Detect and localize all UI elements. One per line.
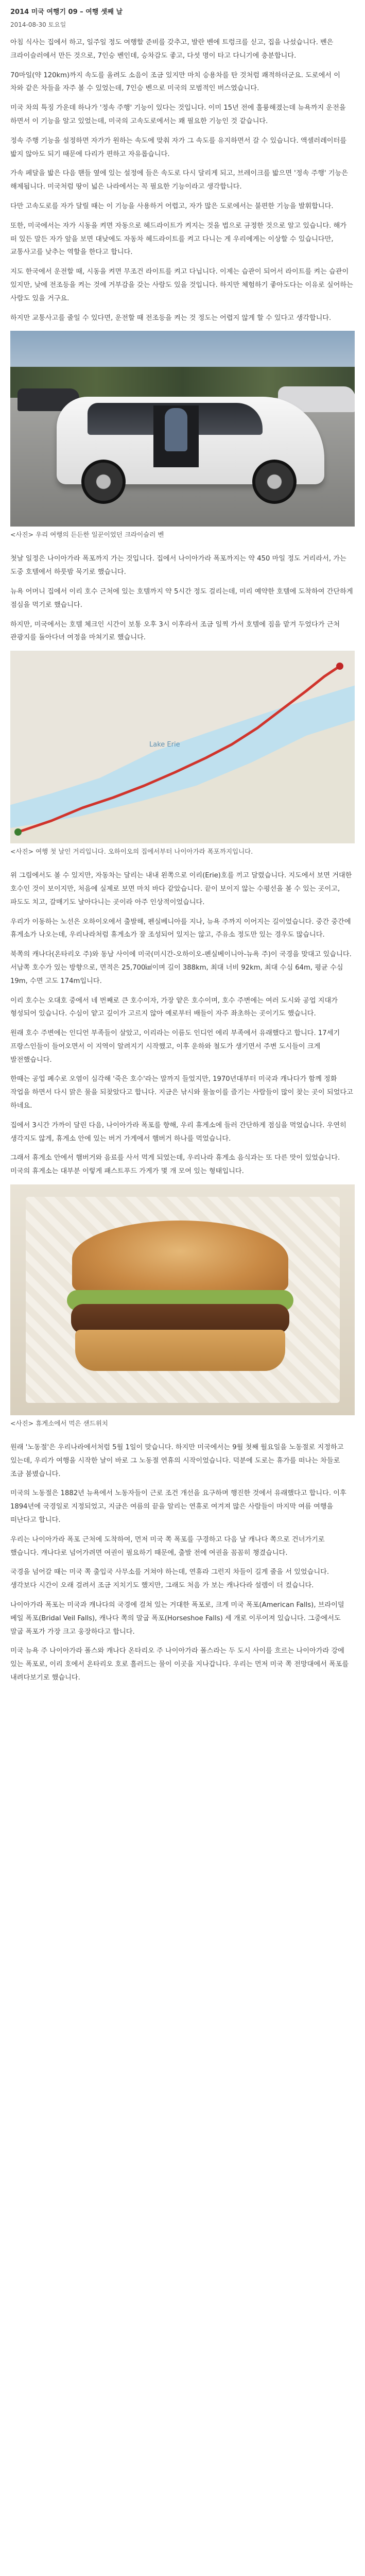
van-photo — [10, 331, 355, 527]
paragraph: 70마일(약 120km)까지 속도를 올려도 소음이 조금 있지만 마치 승용차를 탄 것처럼 쾌적하더군요. 도로에서 이 차와 같은 차들을 자주 볼 수 있었는데, 7인승 벤으로 미국의 모범적인 버스였습니다. — [10, 71, 340, 93]
photo-caption: <사진> 여행 첫 날인 거리입니다. 오하이오의 집에서부터 나이아가라 폭포까지입니다. — [10, 848, 253, 856]
lake-label: Lake Erie — [149, 741, 180, 749]
photo-caption: <사진> 휴게소에서 먹은 샌드위치 — [10, 1419, 108, 1428]
paragraph: 미국의 노동절은 1882년 뉴욕에서 노동자들이 근로 조건 개선을 요구하며 행진한 것에서 유래했다고 합니다. 이후 1894년에 국경일로 지정되었고, 지금은 여름의 끝을 알리는 연휴로 여겨져 많은 사람들이 마지막 여름 여행을 떠난다고 합니다. — [10, 1489, 346, 1524]
post-date: 2014-08-30 토요일 — [10, 21, 66, 28]
bun-bottom — [75, 1330, 285, 1371]
route-map — [10, 651, 355, 843]
paragraph: 우리는 나이아가라 폭포 근처에 도착하여, 먼저 미국 쪽 폭포를 구경하고 다음 날 캐나다 쪽으로 건너가기로 했습니다. 캐나다로 넘어가려면 여권이 필요하기 때문에, 출발 전에 여권을 꼼꼼히 챙겼습니다. — [10, 1535, 325, 1557]
paragraph: 집에서 3시간 가까이 달린 다음, 나이아가라 폭포를 향해, 우리 휴게소에 들러 간단하게 점심을 먹었습니다. 우연히 생각지도 않게, 휴게소 안에 있는 버거 가게에서 햄버거 하나를 먹었습니다. — [10, 1121, 346, 1143]
paragraph: 국경을 넘어갈 때는 미국 쪽 출입국 사무소를 거쳐야 하는데, 연휴라 그런지 차들이 길게 줄을 서 있었습니다. 생각보다 시간이 오래 걸려서 조금 지치기도 했지만, 그래도 처음 가 보는 캐나다라 설렘이 더 컸습니다. — [10, 1568, 329, 1590]
paragraph: 또한, 미국에서는 자가 시동을 켜면 자동으로 헤드라이트가 켜지는 것을 법으로 규정한 것으로 알고 있습니다. 해가 떠 있든 말든 자가 앞을 보면 대낮에도 자동차 헤드라이트를 켜고 다니는 게 우리에게는 이상할 수 있습니다만, 교통사고를 낮추는 역할을 한다고 합니다. — [10, 222, 347, 257]
paragraph: 북쪽의 캐나다(온타리오 주)와 동남 사이에 미국(미시간-오하이오-펜실베이니아-뉴욕 주)이 국경을 맞대고 있습니다. 서남쪽 호수가 있는 방향으로, 면적은 25,700㎢이며 길이 388km, 최대 너비 92km, 최대 수심 64m, 평균 수심 19m, 수면 고도 174m입니다. — [10, 951, 352, 985]
paragraph: 원래 '노동절'은 우리나라에서처럼 5월 1일이 맞습니다. 하지만 미국에서는 9월 첫째 월요일을 노동절로 지정하고 있는데, 우리가 여행을 시작한 날이 바로 그 노동절 연휴의 시작이었습니다. 덕분에 도로는 휴가를 떠나는 차들로 조금 붐볐습니다. — [10, 1444, 344, 1478]
van-wheel — [81, 460, 126, 504]
photo-caption: <사진> 우리 여행의 든든한 일꾼이었던 크라이슬러 벤 — [10, 531, 164, 539]
paragraph: 가속 페달을 밟은 다음 핸들 옆에 있는 설정에 들은 속도로 다시 달리게 되고, 브레이크를 밟으면 '정속 주행' 기능은 해제됩니다. 미국처럼 땅이 넓은 나라에서는 꼭 필요한 기능이라고 생각합니다. — [10, 170, 348, 191]
paragraph: 뉴욕 어머니 집에서 이리 호수 근처에 있는 호텔까지 약 5시간 정도 걸리는데, 미리 예약한 호텔에 도착하여 간단하게 점심을 먹기로 했습니다. — [10, 587, 353, 609]
paragraph: 그래서 휴게소 안에서 햄버거와 음료를 사서 먹게 되었는데, 우리나라 휴게소 음식과는 또 다른 맛이 있었습니다. 미국의 휴게소는 대부분 이렇게 패스트푸드 가게가 몇 개 모여 있는 형태입니다. — [10, 1154, 340, 1176]
paragraph: 원래 호수 주변에는 인디언 부족들이 살았고, 이리라는 이름도 인디언 에리 부족에서 유래했다고 합니다. 17세기 프랑스인들이 들어오면서 이 지역이 알려지기 시작했고, 이후 운하와 철도가 생기면서 주변 도시들이 크게 발전했습니다. — [10, 1029, 340, 1064]
paragraph: 아침 식사는 집에서 하고, 일주일 정도 여행할 준비를 갖추고, 발란 벤에 트렁크를 싣고, 집을 나섰습니다. 벤은 크라이슬러에서 만든 것으로, 7인승 벤인데, 승차감도 좋고, 다섯 명이 타고 다니기에 충분합니다. — [10, 39, 334, 60]
post-title: 2014 미국 여행기 09 – 여행 셋째 날 — [10, 8, 123, 16]
paragraph: 한때는 공업 폐수로 오염이 심각해 '죽은 호수'라는 말까지 들었지만, 1970년대부터 미국과 캐나다가 함께 정화 작업을 하면서 다시 맑은 물을 되찾았다고 합니다. 지금은 낚시와 물놀이를 즐기는 사람들이 많이 찾는 곳이 되었다고 하네요. — [10, 1075, 353, 1110]
paragraph: 미국 차의 특징 가운데 하나가 '정속 주행' 기능이 있다는 것입니다. 이미 15년 전에 훌륭해졌는데 뉴욕까지 운전을 하면서 이 기능을 알고 있었는데, 미국의 고속도로에서는 꽤 필요한 기능인 것 같습니다. — [10, 104, 346, 125]
paragraph: 위 그림에서도 볼 수 있지만, 자동차는 달리는 내내 왼쪽으로 이리(Erie)호를 끼고 달렸습니다. 지도에서 보면 거대한 호수인 것이 보이지만, 처음에 실제로 보면 마치 바다 같았습니다. 끝이 보이지 않는 수평선을 볼 수 있는 곳이고, 파도도 치고, 갈매기도 날아다니는 곳이라 아주 인상적이었습니다. — [10, 872, 352, 906]
paragraph: 정속 주행 기능을 설정하면 자가가 원하는 속도에 맞춰 자가 그 속도를 유지하면서 갈 수 있습니다. 액셀러레이터를 밟지 않아도 되기 때문에 다리가 편하고 자유롭습니다. — [10, 137, 347, 158]
end-marker — [336, 663, 343, 670]
van-wheel — [252, 460, 297, 504]
paragraph: 지도 한국에서 운전할 때, 시동을 켜면 무조건 라이트를 켜고 다닙니다. 이제는 습관이 되어서 라이트를 켜는 습관이 있지만, 낮에 전조등을 켜는 것에 거부감을 갖는 사람도 있을 것입니다. 하지만 체험하기 좋아도다는 이유로 실어하는 사람도 있을 거구요. — [10, 268, 353, 302]
paragraph: 다만 고속도로를 자가 달릴 때는 이 기능을 사용하거 어렵고, 자가 많은 도로에서는 불편한 기능을 발휘합니다. — [10, 202, 334, 210]
paragraph: 나이아가라 폭포는 미국과 캐나다의 국경에 걸쳐 있는 거대한 폭포로, 크게 미국 폭포(American Falls), 브라이덜 베일 폭포(Bridal Veil Falls), 캐나다 쪽의 말굽 폭포(Horseshoe Falls) 세 개로 이루어져 있습니다. 그중에서도 말굽 폭포가 가장 크고 웅장하다고 합니다. — [10, 1601, 344, 1636]
route-line — [10, 651, 355, 843]
person — [165, 408, 187, 451]
paragraph: 하지만 교통사고를 줄일 수 있다면, 운전할 때 전조등을 켜는 것 정도는 어렵지 않게 할 수 있다고 생각합니다. — [10, 314, 332, 322]
paragraph: 하지만, 미국에서는 호텔 체크인 시간이 보통 오후 3시 이후라서 조금 일찍 가서 호텔에 짐을 맡겨 두었다가 근처 관광지를 돌아다녀 여정을 마쳐기로 했습니다. — [10, 620, 340, 642]
paragraph: 이리 호수는 오대호 중에서 네 번째로 큰 호수이자, 가장 얕은 호수이며, 호수 주변에는 여러 도시와 공업 지대가 형성되어 있습니다. 수심이 얕고 깊이가 고르지 않아 예로부터 배들이 자주 좌초하는 곳이기도 했습니다. — [10, 996, 338, 1018]
start-marker — [14, 828, 22, 836]
paragraph: 미국 뉴욕 주 나이아가라 폴스와 캐나다 온타리오 주 나이아가라 폴스라는 두 도시 사이를 흐르는 나이아가라 강에 있는 폭포로, 이리 호에서 온타리오 호로 흘러드는 물이 이곳을 지나갑니다. 우리는 먼저 미국 쪽 전망대에서 폭포를 내려다보기로 했습니다. — [10, 1647, 349, 1682]
sandwich-photo — [10, 1184, 355, 1415]
bun-top — [72, 1221, 288, 1298]
paragraph: 첫날 일정은 나이아가라 폭포까지 가는 것입니다. 집에서 나이아가라 폭포까지는 약 450 마일 정도 거리라서, 가는 도중 호텔에서 하룻밤 묵기로 했습니다. — [10, 555, 346, 577]
paragraph: 우리가 이동하는 노선은 오하이오에서 출발해, 펜실베니아를 지나, 뉴욕 주까지 이어지는 길이었습니다. 중간 중간에 휴게소가 나오는데, 우리나라처럼 휴게소가 잘 조성되어 있지는 않고, 주유소 정도만 있는 경우도 많습니다. — [10, 918, 351, 939]
